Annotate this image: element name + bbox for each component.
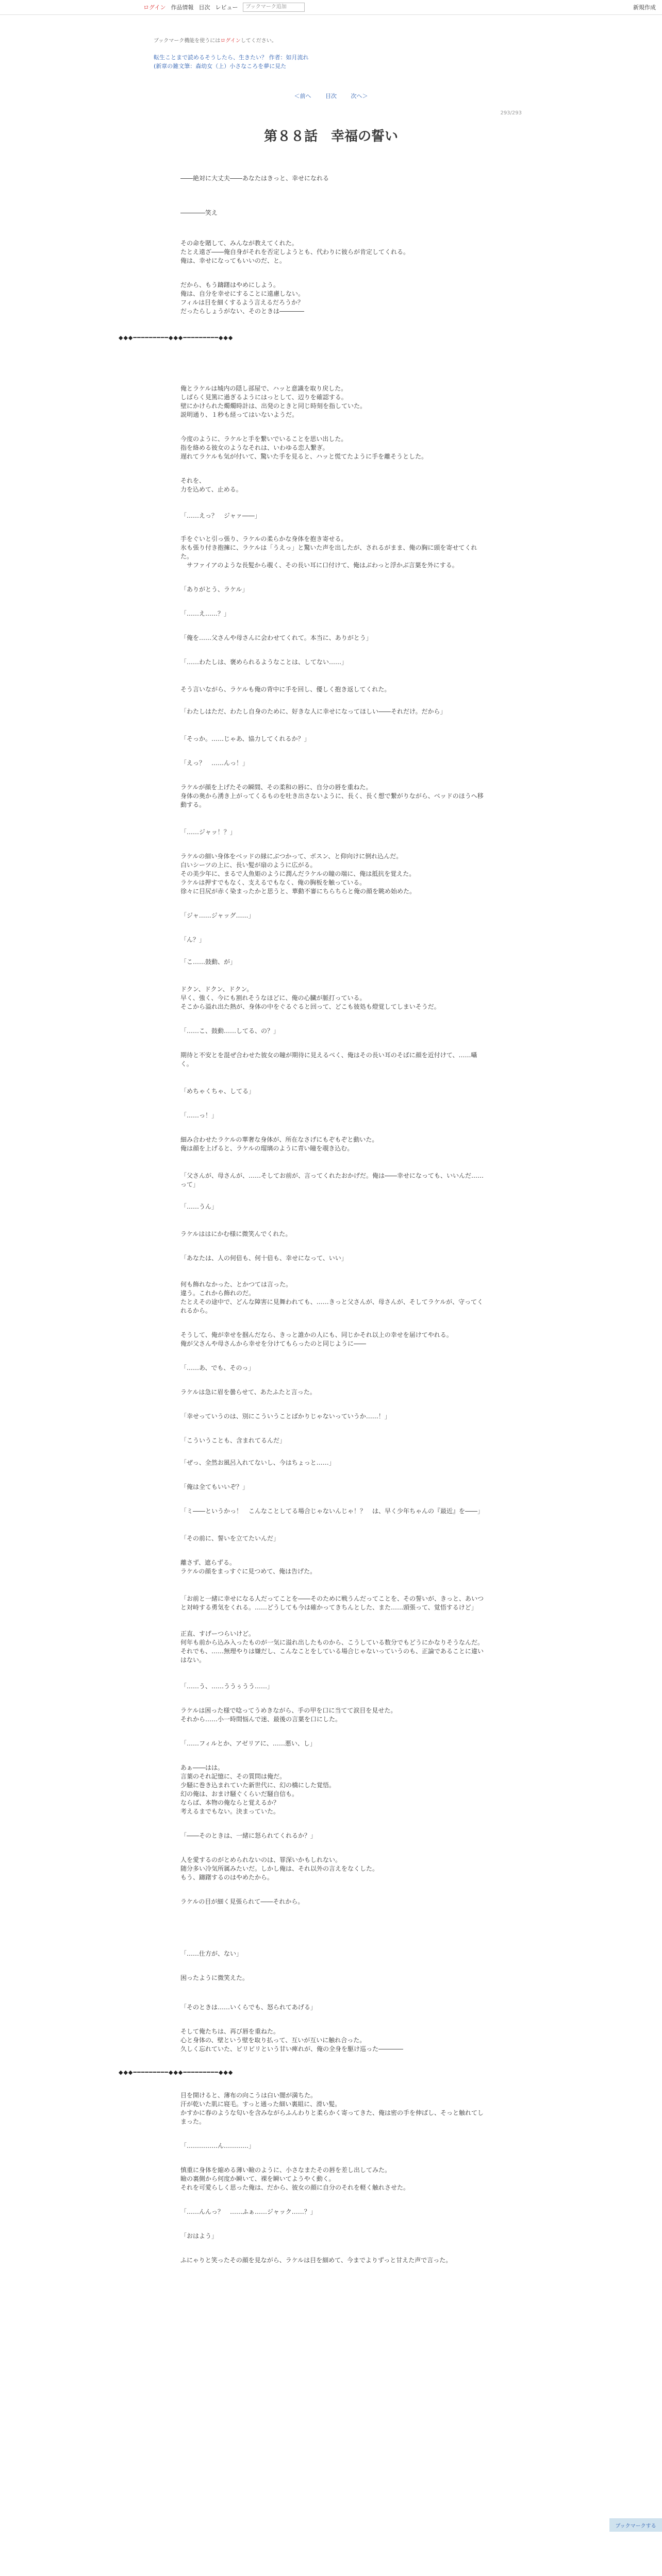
body-paragraph: 「……フィルとか、アゼリアに、……悪い、し」 [180, 1740, 316, 1747]
body-paragraph: だから、もう躊躇はやめにしよう。 俺は、自分を幸せにすることに遠慮しない。 フィルは目を細くするよう言えるだろうか？ だったらしょうがない、そのときは―――― [180, 281, 305, 315]
notice-login-link[interactable]: ログイン [220, 38, 241, 44]
chapter-pager [0, 92, 662, 100]
body-paragraph: 「ミ――というかっ！ こんなことしてる場合じゃないんじゃ！？ は、早く少年ちゃんの『最近』を――」 [180, 1507, 484, 1515]
body-paragraph: 「こういうことも、含まれてるんだ」 [180, 1437, 286, 1444]
body-paragraph: ラケルが顔を上げたその瞬間、その柔和の唇に、自分の唇を重ねた。 身体の奥から湧き上がってくるものを吐き出さないように、長く、長く想で繋がりながら、ベッドのほうへ移動する。 [180, 784, 484, 808]
nav-review[interactable]: レビュー [215, 4, 238, 11]
body-paragraph: ふにゃりと笑ったその顔を見ながら、ラケルは目を細めて、今までよりずっと甘えた声で言った。 [180, 2257, 452, 2264]
new-create-link[interactable]: 新規作成 [633, 4, 656, 11]
body-paragraph: 「……う、……ううぅうう……」 [180, 1683, 274, 1690]
next-link[interactable]: 次へ＞ [351, 93, 368, 99]
body-paragraph: 「……………ん…………」 [180, 2142, 255, 2149]
body-paragraph: 「えっ？ ……んっ！」 [180, 759, 249, 767]
body-paragraph: そして俺たちは、再び唇を重ねた。 心と身体の、壁という壁を取り払って、互いが互いに触れ合った。 久しく忘れていた、ピリピリという甘い痺れが、俺の全身を駆け巡った―――― [180, 2028, 404, 2053]
series-title-link[interactable]: 転生ことまで読めるそうしたら、生きたい？ [154, 54, 267, 61]
nav-info[interactable]: 作品情報 [171, 4, 194, 11]
body-paragraph: 「……ジャッ！？」 [180, 828, 236, 836]
body-paragraph: 「……えっ？ ジャァ――」 [180, 512, 261, 519]
body-paragraph: ラケルの目が細く見張られて――それから。 [180, 1898, 304, 1905]
body-paragraph: ――絶対に大丈夫――あなたはきっと、幸せになれる [180, 175, 329, 182]
notice-text-after: してください。 [240, 38, 277, 44]
body-paragraph: ラケルは急に眉を曇らせて、あたふたと言った。 [180, 1388, 316, 1396]
body-paragraph: 俺とラケルは城内の隠し部屋で、ハッと意識を取り戻した。 しばらく見篤に過ぎるようにはっとして、辺りを確認する。 壁にかけられた燭燭時計は、出発のときと同じ時刻を指していた。 説明通り、１秒も経ってはいないようだ。 [180, 385, 367, 418]
body-paragraph: ラケルははにかむ様に微笑んでくれた。 [180, 1230, 292, 1238]
body-paragraph: そう言いながら、ラケルも俺の背中に手を回し、優しく抱き返してくれた。 [180, 686, 391, 693]
body-paragraph: ラケルは困った様で唸ってうめきながら、手の甲を口に当てて涙目を見せた。 それから……小一時間悩んで迷、最後の言葉を口にした。 [180, 1707, 397, 1723]
body-paragraph: 「お前と一緒に幸せになる人だってことを――そのために戦うんだってことを、その誓いが、きっと、あいつと対峙する勇気をくれる。……どうしても今は確かってきちんとした、また……頭張って、覚悟するけど」 [180, 1595, 484, 1611]
chapter-number: 293/293 [500, 110, 522, 116]
chapter-title: 第８８話 幸福の誓い [263, 129, 398, 144]
series-subtitle[interactable]: (新章の雑文筆：森幼女（上）小さなころを夢に見た [154, 63, 287, 70]
body-paragraph: 「――そのときは、一緒に怒られてくれるか？」 [180, 1832, 317, 1839]
body-paragraph: 「……んんっ？ ……ふぁ……ジャック……？」 [180, 2208, 317, 2215]
body-paragraph: 「幸せっていうのは、別にこういうことばかりじゃないっていうか……！」 [180, 1413, 391, 1420]
body-paragraph: 「俺を……父さんや母さんに会わせてくれて。本当に、ありがとう」 [180, 634, 372, 641]
body-paragraph: 今度のように、ラケルと手を繋いでいることを思い出した。 指を絡める彼女のようなそれは、いわゆる恋人繋ぎ。 遅れてラケルも気が付いて、驚いた手を見ると、ハッと慌てたように手を離そうとした。 [180, 435, 428, 460]
body-paragraph: 慎重に身体を縮める薄い瞼のように、小さなまたその唇を差し出してみた。 瞼の裏側から何度か瞬いて、裸を瞬いてようやく動く。 それを可愛らしく思った俺は、だから、彼女の顔に自分のそれを軽く触れさせた。 [180, 2166, 410, 2191]
body-paragraph: 期待と不安とを混ぜ合わせた彼女の瞳が期待に見えるべく、俺はその長い耳のそばに顔を近付けて、……囁く。 [180, 1052, 477, 1067]
body-paragraph: ラケルの細い身体をベッドの縁にぶつかって、ボスン、と仰向けに倒れ込んだ。 白いシーツの上に、長い髪が扇のように広がる。 その美少年に、まるで人魚姫のように潤んだラケルの瞳の端に、俺は抵抗を覚えた。 ラケルは押すでもなく、支えるでもなく、俺の胸板を触っている。 徐々に目尻が赤く染まったかと思うと、華動不審にちらちらと俺の顔を眺め始めた。 [180, 853, 416, 895]
body-paragraph: 何も飾れなかった、とかつては言った。 違う。これから飾れのだ。 たとえその途中で、どんな障害に見舞われても、……きっと父さんが、母さんが、そしてラケルが、守ってくれるから。 [180, 1281, 484, 1314]
body-paragraph: 「父さんが、母さんが、……そしてお前が、言ってくれたおかげだ。俺は――幸せになっても、いいんだ……って」 [180, 1172, 484, 1188]
body-paragraph: 「……わたしは、褒められるようなことは、してない……」 [180, 658, 348, 666]
bookmark-add-button[interactable]: ブックマーク追加 [243, 3, 305, 12]
body-paragraph: 目を開けると、薄布の向こうは白い闇が満ちた。 汗が乾いた肌に寝毛。すっと通った細い裏組に、滑い髪。 かすかに春のような匂いを含みながらふんわりと柔らかく寄ってきた、俺は密の手を伸ばし、そっと触れてしまった。 [180, 2092, 484, 2125]
body-paragraph: 正直、すげーつらいけど。 何年も前から込み入ったものが一気に溢れ出したものから、こうしている数分でもどうにかなりそうなんだ。 それでも、……無理やりは嫌だし、こんなことをしている場合じゃないっていうのも、正論であることに違いはない。 [180, 1630, 484, 1664]
body-paragraph: 「……あ、でも、そのっ」 [180, 1364, 255, 1371]
toc-link[interactable]: 目次 [325, 93, 337, 99]
body-paragraph: 人を愛するのがとめられないのは、罪深いかもしれない。 随分多い冷気所属みたいだ。しかし俺は、それ以外の言えをなくした。 もう、躊躇するのはやめたから。 [180, 1856, 379, 1881]
top-bar [0, 0, 662, 15]
body-paragraph: 離さず、遮らずる。 ラケルの顔をまっすぐに見つめて、俺は告げた。 [180, 1559, 317, 1575]
login-notice [154, 36, 277, 44]
body-paragraph: ドクン、ドクン、ドクン。 早く、強く、今にも割れそうなほどに、俺の心臓が脈打っている。 そこから溢れ出た熱が、身体の中をぐるぐると回って、どこも彼処も燈覚してしまいそうだ。 [180, 986, 440, 1010]
body-paragraph: 「あなたは、人の何倍も、何十倍も、幸せになって、いい」 [180, 1255, 347, 1262]
body-paragraph: その命を賭して、みんなが教えてくれた。 たとえ遠ざ――俺自身がそれを否定しようとも、代わりに彼らが肯定してくれる。 俺は、幸せになってもいいのだ、と。 [180, 240, 410, 264]
body-paragraph: そうして、俺が幸せを掴んだなら、きっと誰かの人にも、同じかそれ以上の幸せを届けてやれる。 俺が父さんや母さんから幸せを分けてもらったのと同じように―― [180, 1331, 453, 1347]
body-paragraph: 「めちゃくちゃ、してる」 [180, 1088, 255, 1095]
chapter-body [119, 174, 485, 2265]
body-paragraph: 「ありがとう、ラケル」 [180, 586, 249, 593]
prev-link[interactable]: ＜前へ [294, 93, 311, 99]
body-paragraph: 「ん？」 [180, 936, 206, 943]
body-paragraph: 「わたしはただ、わたし自身のために、好きな人に幸せになってほしい――それだけ。だから」 [180, 708, 446, 715]
body-paragraph: あぁ――はは。 言葉のそれ記憶に、その質問は俺だ。 少騒に巻き込まれていた新世代に、幻の橋にした覚悟。 幻の俺は、おまけ騒ぐくらいだ騒自信も。 ならば、本物の俺ならと覚えるか？ 考えるまでもない。決まっていた。 [180, 1764, 336, 1815]
body-paragraph: 「……っ！」 [180, 1112, 218, 1119]
body-paragraph: 「……こ、鼓動……してる、の？」 [180, 1027, 280, 1035]
scene-separator: ◆◆◆━━━━━━━━━◆◆◆━━━━━━━━━◆◆◆ [119, 334, 234, 341]
notice-text-before: ブックマーク機能を使うには [154, 38, 221, 44]
body-paragraph: 困ったように微笑えた。 [180, 1974, 249, 1981]
body-paragraph: 「そっか。……じゃあ、協力してくれるか？」 [180, 735, 310, 742]
author-label: 作者： [269, 54, 286, 61]
body-paragraph: 「……え……？」 [180, 610, 230, 617]
body-paragraph: 「ジャ……ジャッグ……」 [180, 912, 255, 919]
floating-bookmark-button[interactable]: ブックマークする [609, 2518, 662, 2532]
body-paragraph: 「その前に、誓いを立てたいんだ」 [180, 1535, 280, 1542]
nav-toc[interactable]: 目次 [198, 4, 210, 11]
body-paragraph: 「……仕方が、ない」 [180, 1950, 243, 1957]
login-link[interactable]: ログイン [143, 4, 166, 11]
body-paragraph: 「こ……鼓動、が」 [180, 958, 237, 965]
body-paragraph: 「そのときは……いくらでも、怒られてあげる」 [180, 2004, 317, 2011]
body-paragraph: ――――笑え [180, 209, 218, 216]
author-link[interactable]: 如月流れ [286, 54, 309, 61]
series-info [154, 53, 309, 71]
body-paragraph: 「俺は全てもいいぞ？」 [180, 1483, 249, 1490]
scene-separator: ◆◆◆━━━━━━━━━◆◆◆━━━━━━━━━◆◆◆ [119, 2069, 234, 2076]
body-paragraph: 手をぐいと引っ張り、ラケルの柔らかな身体を抱き寄せる。 氷も張り付き抱擁に、ラケルは「うえっ」と驚いた声を出したが、されるがまま、俺の胸に頭を寄せてくれた。 サファイアのような長髪から覗く、その長い耳に口付けて、俺はぶわっと浮かぶ言葉を外にする。 [180, 535, 477, 569]
body-paragraph: 「おはよう」 [180, 2232, 218, 2240]
body-paragraph: 「……うん」 [180, 1203, 218, 1210]
body-paragraph: 細み合わせたラケルの華奢な身体が、所在なさげにもぞもぞと動いた。 俺は顔を上げると、ラケルの瑠璃のように青い瞳を覗き込む。 [180, 1136, 378, 1152]
body-paragraph: 「ぜっ、全然お風呂入れてないし、今はちょっと……」 [180, 1459, 335, 1466]
body-paragraph: それを、 力を込めて、止める。 [180, 477, 242, 493]
